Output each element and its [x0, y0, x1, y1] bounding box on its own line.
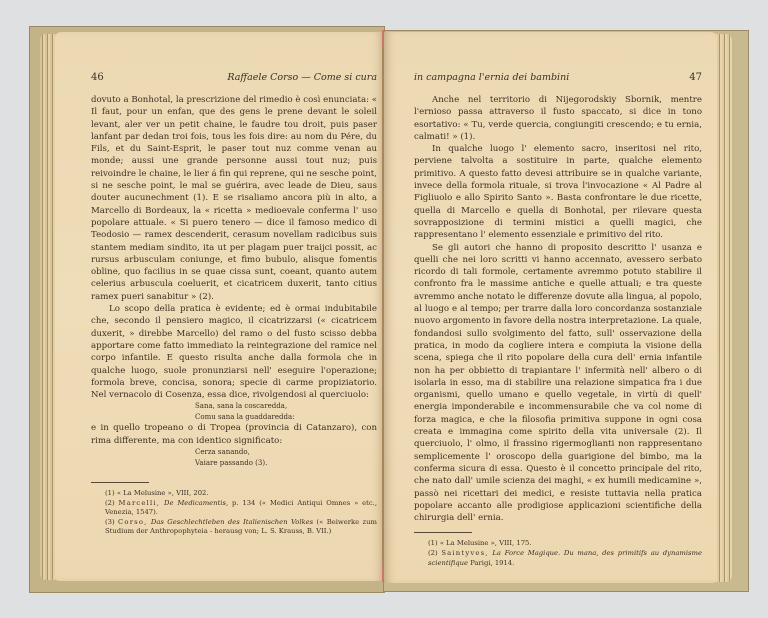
left-page-body: [91, 94, 377, 537]
right-page: [384, 32, 717, 583]
left-paragraph-2: Lo scopo della pratica è evidente; ed è ormai indubitabile che, secondo il pensiero magico, il cicatrizzarsi (« cicatricem duxerit, » direbbe Marcello) del ramo o del fusto scisso debba apportare come fatto immediato la reintegrazione del ramice nel corpo infantile. E questo risulta anche dalla formola che in qualche luogo, suole pronunziarsi nell' eseguire l'operazione; formola breve, concisa, sonora; specie di carme propiziatorio. Nel vernacolo di Cosenza, essa dice, rivolgendosi al querciuolo:: [91, 304, 377, 401]
left-running-header: [91, 72, 377, 83]
left-footnotes: [91, 489, 377, 537]
right-footnotes: [414, 539, 702, 568]
footnote-2: (2) Marcelli, De Medicamentis, p. 134 (« Medici Antiqui Omnes » etc., Venezia, 1547).: [105, 498, 377, 517]
left-paragraph-1: dovuto a Bonhotal, la prescrizione del rimedio è così enunciata: « Il faut, pour un enfan, que des gens le prene devant le soleil levant, aler ver un petit chaine, le faudre tou droit, puis paser lanfant par dedan troi fois, tous les fois dire: au nom du Pére, du Fils, et du Saint-Esprit, le paser tout nuz comme venan au monde; aussi une grande personne aussi tout nuz; puis reivoindre le chaine, le lier á fin qui reprene, qui ne sesche point, si ne sesche point, le mal se guérira, avec leade de Dieu, saus douter aucunechment (1). E se risaliamo ancora più in alto, a Marcello di Bordeaux, la « ricetta » medioevale conferma l' uso popolare attuale. « Si puero tenero — dice il famoso medico di Teodosio — ramex descenderit, cerasum novellam radicibus suis stantem mediam sindito, ita ut per plagam puer traijci possit, ac rursus arbusculam coniunge, et fimo bubulo, alisque fomentis obline, quo facilius in se quae cissa sunt, coeant, quanto autem celerius arbuscula coeluerit, et cicatricem duxerit, tanto citius ramex pueri sanabitur » (2).: [91, 95, 377, 302]
left-paragraph-3: e in quello tropeano o di Tropea (provincia di Catanzaro), con rima differente, ma con identico significato:: [91, 423, 377, 446]
verse-line: Sana, sana la coscaredda,: [195, 402, 288, 411]
left-page-number: 46: [91, 72, 104, 83]
right-paragraph-1: Anche nel territorio di Nijegorodskiy Sbornik, mentre l'ernioso passa attraverso il fusto spaccato, si dice in tono esortativo: « Tu, verde quercia, congiungiti crescendo; e tu ernia, calmati! » (1).: [414, 95, 702, 142]
footnote-2: (2) Saintyves, La Force Magique. Du mana, des primitifs au dynamisme scientifique Parigi, 1914.: [428, 548, 702, 567]
right-page-number: 47: [689, 72, 702, 83]
left-page: [55, 32, 384, 581]
verse-cosenza: [195, 401, 377, 422]
footnote-1: (1) « La Melusine », VIII, 202.: [105, 489, 209, 498]
right-page-body: [414, 94, 702, 568]
footnote-divider: [91, 482, 149, 483]
verse-line: Vaiare passando (3).: [195, 458, 268, 467]
right-running-header: [414, 72, 702, 83]
footnote-3: (3) Corso, Das Geschlechtleben des Italienischen Volkes (« Beiwerke zum Studium der Anthropophyteia - herausg von; L. S. Krauss, B. VII.): [105, 517, 377, 536]
footnote-1: (1) « La Melusine », VIII, 175.: [428, 539, 532, 548]
right-paragraph-2: In qualche luogo l' elemento sacro, inseritosi nel rito, perviene talvolta a sostituire in parte, qualche elemento primitivo. A questo fatto devesi attribuire se in qualche variante, invece della formola rituale, si trova l'invocazione « Al Padre al Figliuolo e allo Spirito Santo ». Basta confrontare le due ricette, quella di Marcello e quella di Bonhotal, per rilevare questa sovrapposizione di termini mistici a quelli magici, che rappresentano l' elemento essenziale e primitivo del rito.: [414, 144, 702, 241]
verse-tropea: [195, 447, 377, 468]
verse-line: Comu sana la guaddaredda:: [195, 412, 295, 421]
verse-line: Cerza sanando,: [195, 448, 250, 457]
footnote-divider: [414, 532, 472, 533]
right-paragraph-3: Se gli autori che hanno di proposito descritto l' usanza e quelli che nei loro scritti vi hanno accennato, avessero serbato ricordo di tali formole, certamente avremmo potuto stabilire il confronto fra le massime antiche e quelle attuali; e tra queste avremmo anche notato le differenze dovute alla lingua, al popolo, al luogo e al tempo; per trarre dalla loro concordanza sostanziale nuovo argomento in favore della nostra interpretazione. La quale, fondandosi sullo svolgimento del fatto, sull' osservazione della pratica, in modo da cogliere intera e compiuta la visione della scena, spiega che il rito popolare della cura dell' ernia infantile non ha per obbietto di trapiantare l' infermità nell' albero o di isolarla in esso, ma di stabilire una relazione simpatica fra i due organismi, quello umano e quello vegetale, in virtù di quell' energia imponderabile e incommensurabile che va col nome di forza magica, e che la filosofia primitiva suppone in ogni cosa creata e immagina come spirito della vita universale (2). Il querciuolo, l' olmo, il frassino rigermoglianti non rappresentano semplicemente l' oroscopo della guarigione del bimbo, ma la conferma sicura di essa. Questo è il concetto principale del rito, che nato dall' umile scienza dei maghi, « ex humili medicamine », passò nei ricettari dei medici, e resiste tuttavia nella pratica popolare accanto alle prodigiose applicazioni scientifiche della chirurgia dell' ernia.: [414, 242, 702, 524]
right-running-title: in campagna l'ernia dei bambini: [414, 72, 570, 83]
left-running-title: Raffaele Corso — Come si cura: [227, 72, 377, 83]
